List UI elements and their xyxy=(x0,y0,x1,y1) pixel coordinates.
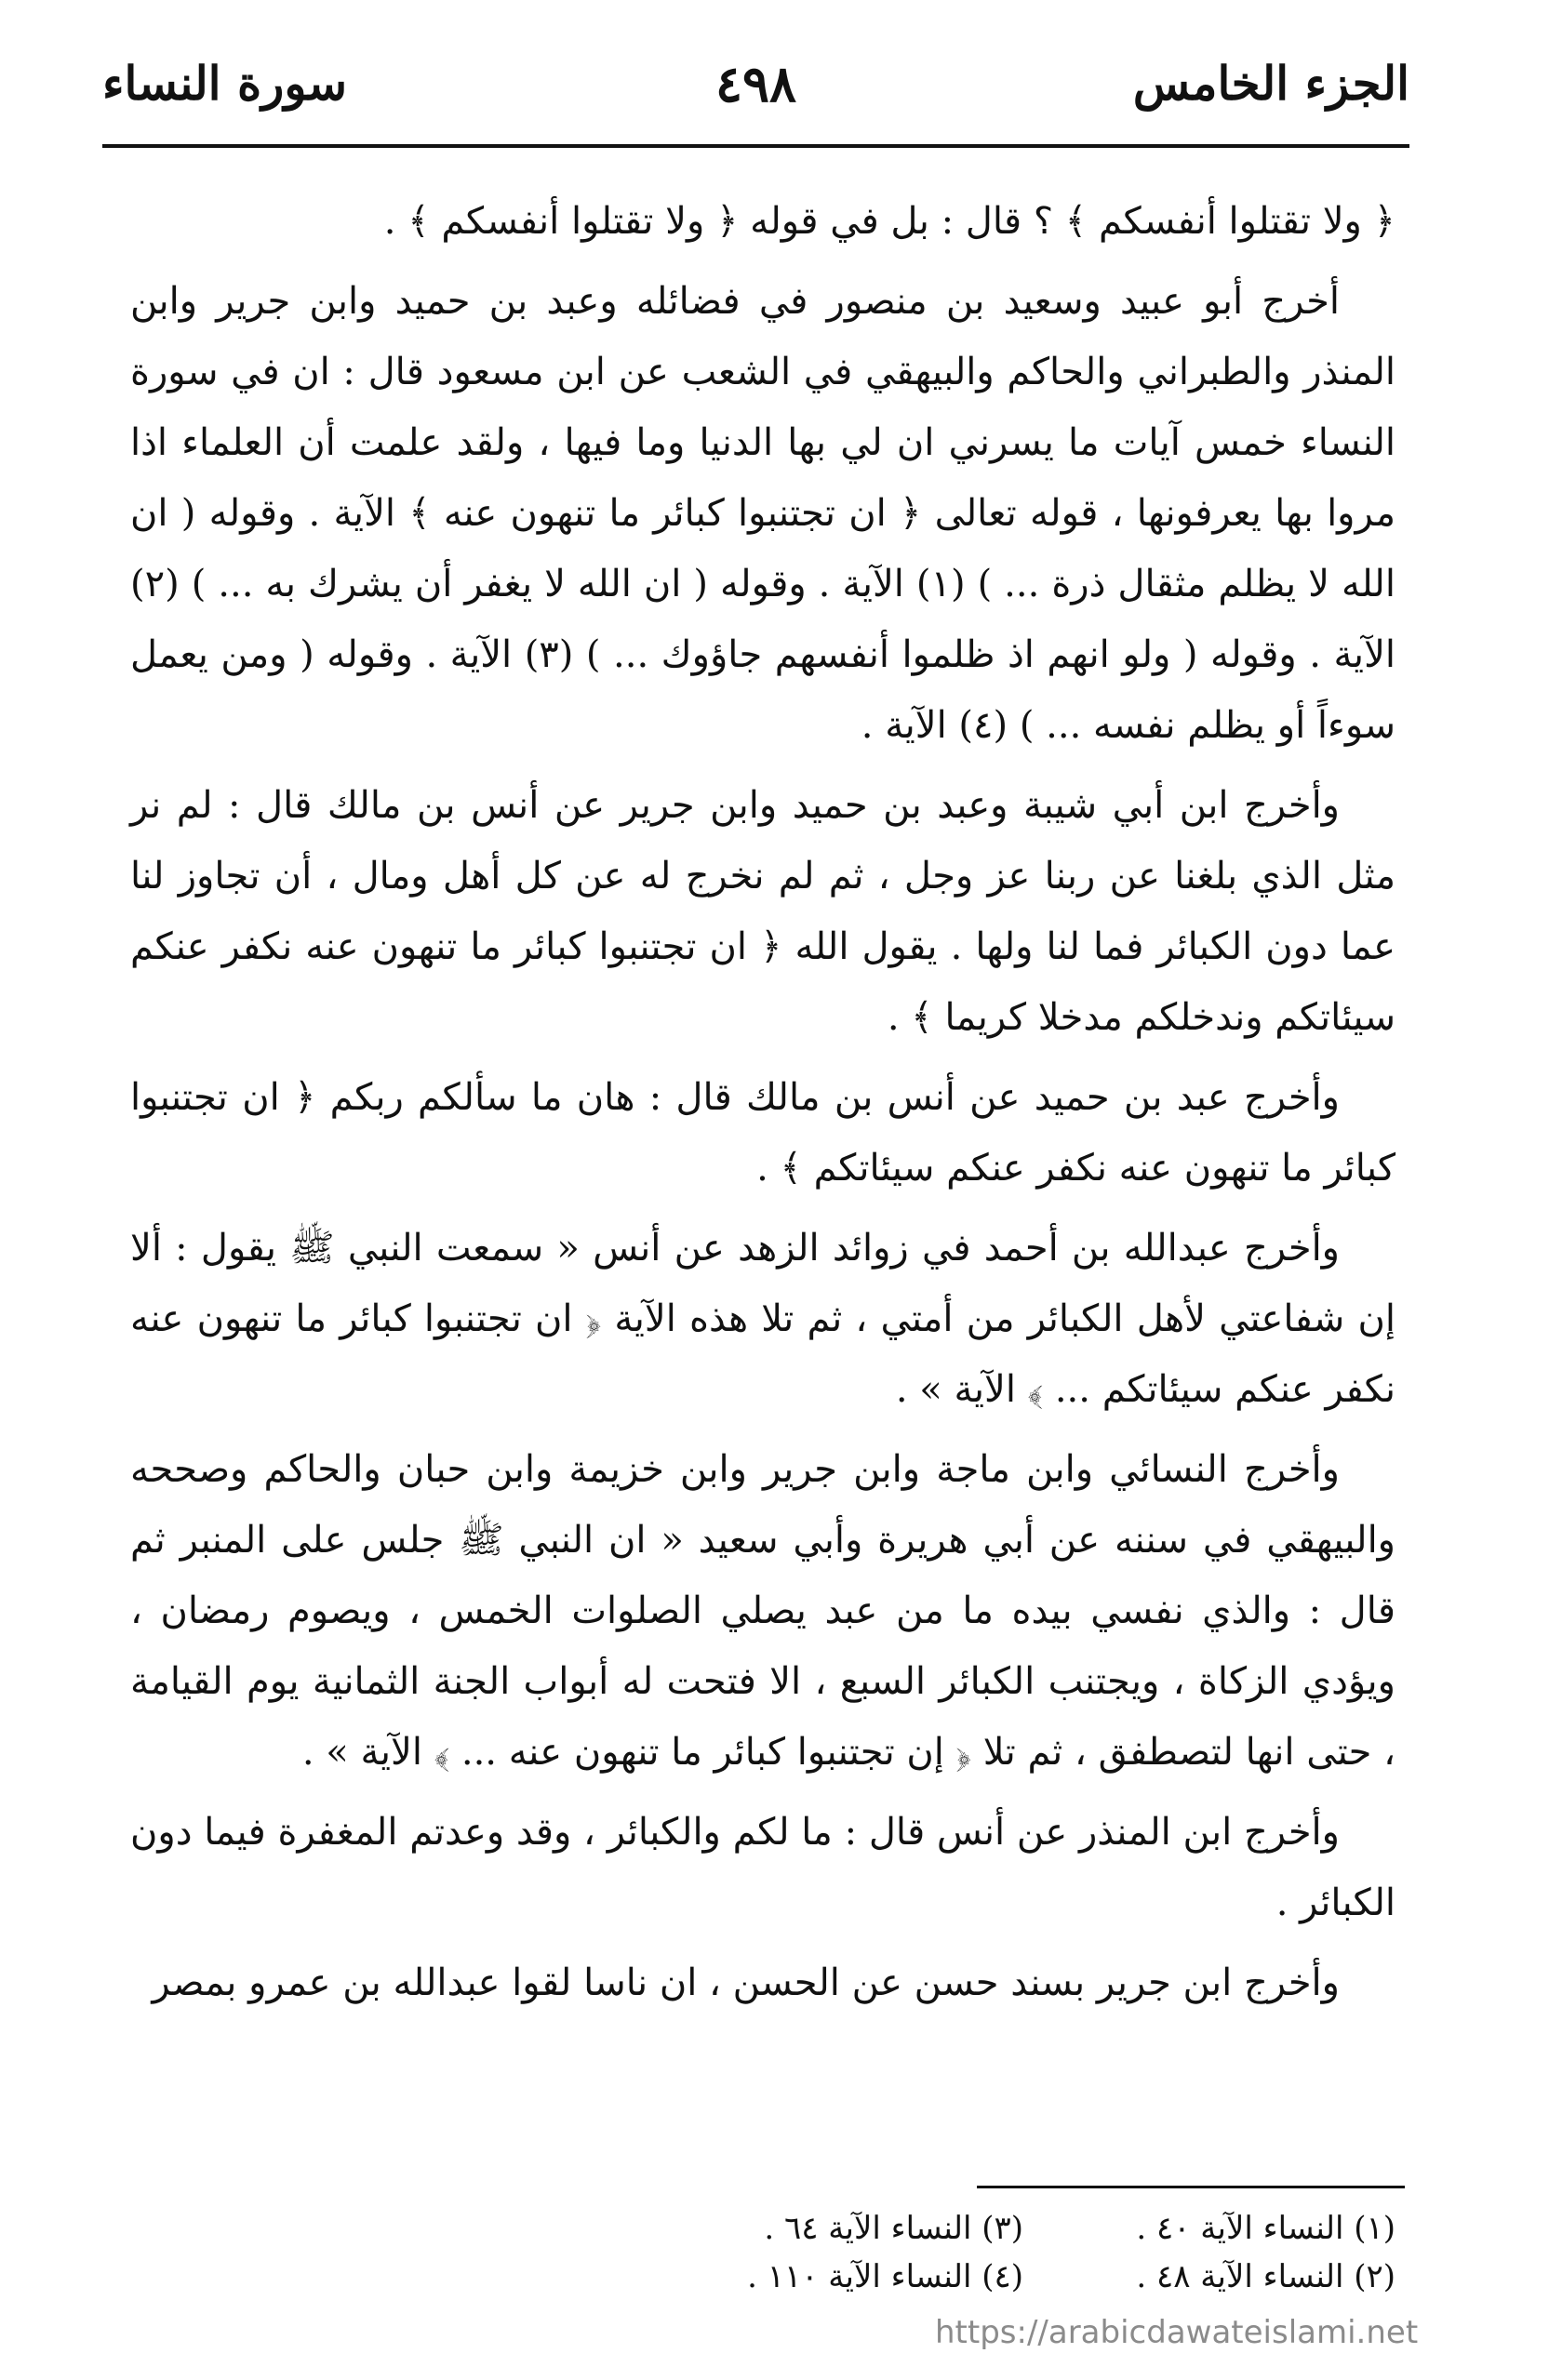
footnotes xyxy=(651,2204,1395,2301)
paragraph: وأخرج ابن أبي شيبة وعبد بن حميد وابن جرير عن أنس بن مالك قال : لم نر مثل الذي بلغنا عن ربنا عز وجل ، ثم لم نخرج له عن كل أهل ومال ، أن تجاوز لنا عما دون الكبائر فما لنا ولها . يقول الله ﴿ ان تجتنبوا كبائر ما تنهون عنه نكفر عنكم سيئاتكم وندخلكم مدخلا كريما ﴾ . xyxy=(130,784,1395,1039)
watermark-url: https://arabicdawateislami.net xyxy=(935,2314,1419,2351)
footnote: (٣) النساء الآية ٦٤ . xyxy=(764,2210,1023,2247)
page-number: ٤٩٨ xyxy=(714,54,797,113)
part-title: الجزء الخامس xyxy=(1132,56,1409,111)
paragraph: ﴿ ولا تقتلوا أنفسكم ﴾ ؟ قال : بل في قوله ﴿ ولا تقتلوا أنفسكم ﴾ . xyxy=(383,200,1395,243)
paragraph: وأخرج ابن المنذر عن أنس قال : ما لكم والكبائر ، وقد وعدتم المغفرة فيما دون الكبائر . xyxy=(130,1811,1395,1924)
footnote-divider xyxy=(977,2186,1405,2188)
footnote: (٢) النساء الآية ٤٨ . xyxy=(1136,2258,1395,2295)
paragraph: وأخرج النسائي وابن ماجة وابن جرير وابن خزيمة وابن حبان والحاكم وصححه والبيهقي في سننه عن أبي هريرة وأبي سعيد « ان النبي ﷺ جلس على المنبر ثم قال : والذي نفسي بيده ما من عبد يصلي الصلوات الخمس ، ويصوم رمضان ، ويؤدي الزكاة ، ويجتنب الكبائر السبع ، الا فتحت له أبواب الجنة الثمانية يوم القيامة ، حتى انها لتصطفق ، ثم تلا ﴿ إن تجتنبوا كبائر ما تنهون عنه ... ﴾ الآية » . xyxy=(130,1448,1395,1774)
footnote: (١) النساء الآية ٤٠ . xyxy=(1136,2210,1395,2247)
footnote: (٤) النساء الآية ١١٠ . xyxy=(747,2258,1023,2295)
paragraph: أخرج أبو عبيد وسعيد بن منصور في فضائله وعبد بن حميد وابن جرير وابن المنذر والطبراني والحاكم والبيهقي في الشعب عن ابن مسعود قال : ان في سورة النساء خمس آيات ما يسرني ان لي بها الدنيا وما فيها ، ولقد علمت أن العلماء اذا مروا بها يعرفونها ، قوله تعالى ﴿ ان تجتنبوا كبائر ما تنهون عنه ﴾ الآية . وقوله ( ان الله لا يظلم مثقال ذرة ... ) (١) الآية . وقوله ( ان الله لا يغفر أن يشرك به ... ) (٢) الآية . وقوله ( ولو انهم اذ ظلموا أنفسهم جاؤوك ... ) (٣) الآية . وقوله ( ومن يعمل سوءاً أو يظلم نفسه ... ) (٤) الآية . xyxy=(130,280,1395,747)
main-text xyxy=(130,186,1395,2028)
paragraph: وأخرج ابن جرير بسند حسن عن الحسن ، ان ناسا لقوا عبدالله بن عمرو بمصر xyxy=(152,1961,1340,2004)
running-header xyxy=(102,37,1409,140)
footnote-row xyxy=(651,2253,1395,2301)
surah-title: سورة النساء xyxy=(102,56,348,111)
paragraph: وأخرج عبدالله بن أحمد في زوائد الزهد عن أنس « سمعت النبي ﷺ يقول : ألا إن شفاعتي لأهل الكبائر من أمتي ، ثم تلا هذه الآية ﴿ ان تجتنبوا كبائر ما تنهون عنه نكفر عنكم سيئاتكم ... ﴾ الآية » . xyxy=(130,1227,1395,1411)
paragraph: وأخرج عبد بن حميد عن أنس بن مالك قال : هان ما سألكم ربكم ﴿ ان تجتنبوا كبائر ما تنهون عنه نكفر عنكم سيئاتكم ﴾ . xyxy=(130,1076,1395,1190)
footnote-row xyxy=(651,2204,1395,2253)
header-divider xyxy=(102,144,1409,148)
